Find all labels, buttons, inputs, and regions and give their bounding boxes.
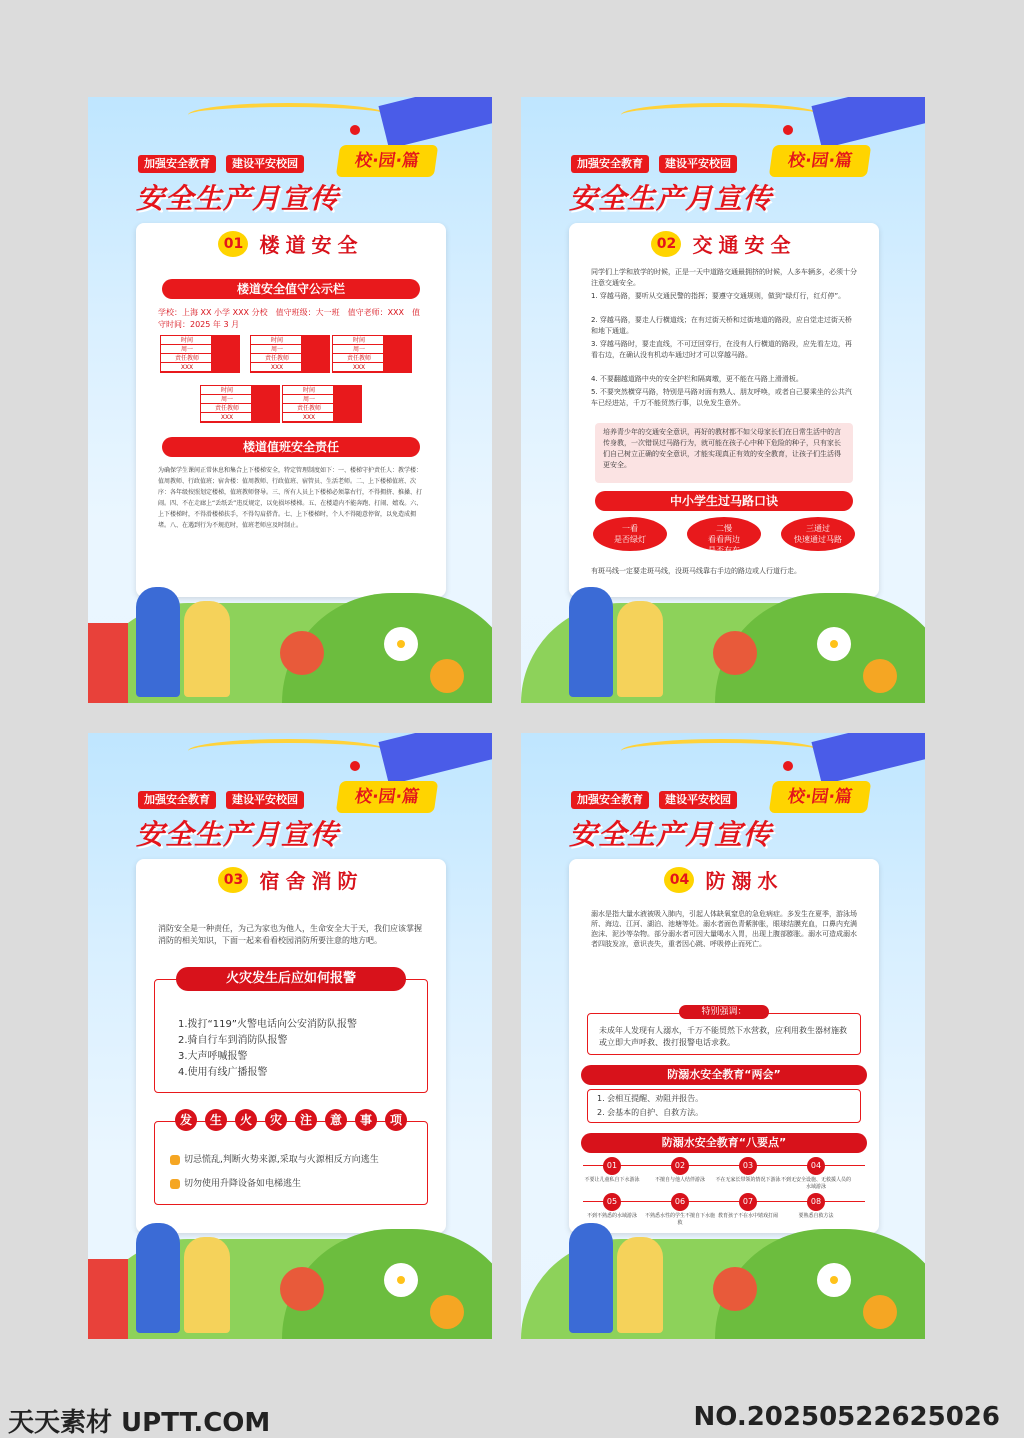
- duty-rules-text: 为确保学生课间正常休息和集合上下楼梯安全，特定管理制度如下：一、楼梯守护责任人：教学楼：值周教师、行政值班；宿舍楼：值周教师、行政值班、宿管员、生活老师。二、上下楼梯值班、次序：各年级按照划定楼梯，值班教师督导。三、所有人员上下楼梯必须靠右行，不得拥挤、推搡、打闹。四、不在走廊上“丢纸丢”违反规定，以免损坏楼梯。五、在楼道内不能奔跑、打闹、嬉戏。六、上下楼梯时，不得滑楼梯扶手，不得勾肩搭背。七、上下楼梯时，个人不得随意停留，以免造成拥堵。八、在遇到行为不规范时，值班老师应及时制止。: [158, 467, 423, 529]
- boy-illustration: [136, 587, 180, 697]
- section-number: 02: [651, 231, 681, 257]
- table-cell: XXX: [283, 413, 335, 422]
- table-cell: XXX: [333, 363, 385, 372]
- content-card: [569, 223, 879, 597]
- alarm-ribbon: 火灾发生后应如何报警: [176, 967, 406, 991]
- table-cell: 责任教师: [333, 354, 385, 363]
- tag-safe-campus: 建设平安校园: [226, 155, 304, 173]
- table-cell: 周一: [201, 395, 253, 404]
- table-cell: XXX: [251, 363, 303, 372]
- traffic-rule-3: 3. 穿越马路时，要走直线，不可迂回穿行，在没有人行横道的路段，应先看左边，再看右边，在确认没有机动车通过时才可以穿越马路。: [591, 340, 852, 359]
- dot-decoration: [350, 761, 360, 771]
- alarm-step-4: 4.使用有线广播报警: [178, 1067, 268, 1078]
- notice-char: 意: [325, 1109, 347, 1131]
- alarm-step-3: 3.大声呼喊报警: [178, 1051, 248, 1062]
- ruler-decoration: [811, 97, 925, 149]
- content-card: [136, 859, 446, 1233]
- table-cell: XXX: [161, 363, 213, 372]
- section-number: 04: [664, 867, 694, 893]
- campus-badge: 校·园·篇: [769, 145, 871, 177]
- parent-note-box: 培养青少年的交通安全意识，再好的教材都不如父母家长们在日常生活中的言传身教，一次错误过马路行为，就可能在孩子心中种下危险的种子，只有家长们自己树立正确的安全意识，才能实现真正有效的安全教育，让孩子们生活得更安全。: [595, 423, 853, 483]
- ruler-decoration: [378, 97, 492, 149]
- poster-title: 安全生产月宣传: [136, 182, 340, 215]
- section-number: 01: [218, 231, 248, 257]
- point-badge: 02: [671, 1157, 689, 1175]
- traffic-rule-1: 1. 穿越马路，要听从交通民警的指挥；要遵守交通规则，做到“绿灯行，红灯停”。: [591, 292, 846, 300]
- orange-icon: [430, 1295, 464, 1329]
- tag-safe-campus: 建设平安校园: [659, 791, 737, 809]
- alarm-step-2: 2.骑自行车到消防队报警: [178, 1035, 288, 1046]
- drowning-intro: 溺水是指大量水液被吸入肺内，引起人体缺氧窒息的急危病症。多发生在夏季，游泳场所、海边、江河、湖泊、池塘等处。溺水者面色青紫肿胀，眼球结膜充血，口鼻内充满泡沫、泥沙等杂物。部分溺水者可因大量喝水入胃，出现上腹部膨胀。溺水可造成溺水者四肢发凉，意识丧失，重者因心跳、呼吸停止而死亡。: [591, 910, 857, 948]
- crossing-rhyme-bar: 中小学生过马路口诀: [595, 491, 853, 511]
- poster-title: 安全生产月宣传: [569, 182, 773, 215]
- duty-board-bar: 楼道安全值守公示栏: [162, 279, 420, 299]
- apple-icon: [280, 1267, 324, 1311]
- duty-table: [282, 385, 362, 423]
- table-cell: 时间: [251, 336, 303, 345]
- girl-illustration: [617, 1237, 663, 1333]
- fire-intro: 消防安全是一种责任，为己为家也为他人，生命安全大于天，我们应该掌握消防的相关知识，下面一起来看看校园消防所要注意的地方吧。: [158, 924, 422, 945]
- point-text: 不熟悉水性的学生不擅自下水施救: [645, 1213, 716, 1226]
- flower-icon: [386, 1265, 416, 1295]
- duty-responsibility-bar: 楼道值班安全责任: [162, 437, 420, 457]
- campus-badge: 校·园·篇: [336, 145, 438, 177]
- table-cell: 周一: [161, 345, 213, 354]
- traffic-rule-4: 4. 不要翻越道路中央的安全护栏和隔离墩，更不能在马路上滑滑板。: [591, 375, 803, 383]
- point-text: 不擅自与他人结伴游泳: [654, 1177, 705, 1183]
- notice-char: 项: [385, 1109, 407, 1131]
- zebra-note: 有斑马线一定要走斑马线，没斑马线靠右手边的路边或人行道行走。: [591, 567, 801, 575]
- table-cell: 责任教师: [201, 404, 253, 413]
- table-cell: 时间: [161, 336, 213, 345]
- table-cell: 时间: [283, 386, 335, 395]
- section-header: [136, 229, 446, 261]
- table-cell: 时间: [333, 336, 385, 345]
- boy-illustration: [569, 587, 613, 697]
- wall-decoration: [88, 623, 128, 703]
- wave-decoration: [188, 103, 388, 127]
- duty-table: [250, 335, 330, 373]
- dot-decoration: [783, 125, 793, 135]
- girl-illustration: [617, 601, 663, 697]
- point-badge: 08: [807, 1193, 825, 1211]
- apple-icon: [713, 631, 757, 675]
- tag-safe-campus: 建设平安校园: [659, 155, 737, 173]
- apple-icon: [280, 631, 324, 675]
- skill-2: 2. 会基本的自护、自救方法。: [597, 1108, 704, 1117]
- notice-char: 发: [175, 1109, 197, 1131]
- point-badge: 07: [739, 1193, 757, 1211]
- table-cell: 责任教师: [251, 354, 303, 363]
- two-skills-bar: 防溺水安全教育“两会”: [581, 1065, 867, 1085]
- table-cell: 责任教师: [283, 404, 335, 413]
- notice-char: 火: [235, 1109, 257, 1131]
- campus-badge: 校·园·篇: [769, 781, 871, 813]
- section-title: 防溺水: [705, 869, 784, 893]
- point-badge: 03: [739, 1157, 757, 1175]
- special-text: 未成年人发现有人溺水，千万不能贸然下水营救，应利用救生器材施救或立即大声呼救、拨打报警电话求救。: [599, 1026, 847, 1047]
- point-badge: 01: [603, 1157, 621, 1175]
- flower-icon: [819, 1265, 849, 1295]
- section-header: [136, 865, 446, 897]
- skill-1: 1. 会相互提醒、劝阻并报告。: [597, 1094, 704, 1103]
- orange-icon: [430, 659, 464, 693]
- duty-info: 学校：上海 XX 小学 XXX 分校 值守班级：大一班 值守老师：XXX 值守时间：2025 年 3 月: [158, 308, 421, 329]
- duty-table: [200, 385, 280, 423]
- poster-title: 安全生产月宣传: [136, 818, 340, 851]
- poster-traffic-safety: [521, 97, 925, 703]
- eight-points-bar: 防溺水安全教育“八要点”: [581, 1133, 867, 1153]
- tag-safety-education: 加强安全教育: [571, 155, 649, 173]
- tag-safety-education: 加强安全教育: [571, 791, 649, 809]
- section-title: 楼道安全: [259, 233, 364, 257]
- section-header: [569, 865, 879, 897]
- girl-illustration: [184, 1237, 230, 1333]
- notice-char: 生: [205, 1109, 227, 1131]
- campus-badge: 校·园·篇: [336, 781, 438, 813]
- tag-safety-education: 加强安全教育: [138, 791, 216, 809]
- watermark-site: 天天素材 UPTT.COM: [8, 1408, 271, 1438]
- apple-icon: [713, 1267, 757, 1311]
- point-text: 不到不熟悉的水域游泳: [586, 1213, 637, 1219]
- ruler-decoration: [378, 733, 492, 785]
- rhyme-look: 一看 是否绿灯: [593, 517, 667, 551]
- table-cell: 责任教师: [161, 354, 213, 363]
- traffic-rule-2: 2. 穿越马路，要走人行横道线；在有过街天桥和过街地道的路段，应自觉走过街天桥和地下通道。: [591, 316, 852, 335]
- point-badge: 04: [807, 1157, 825, 1175]
- table-cell: XXX: [201, 413, 253, 422]
- dot-decoration: [350, 125, 360, 135]
- notice-title: [166, 1109, 416, 1131]
- wave-decoration: [621, 739, 821, 763]
- poster-drowning: [521, 733, 925, 1339]
- content-card: [136, 223, 446, 597]
- point-text: 要熟悉自救方法: [798, 1213, 834, 1219]
- point-text: 教育孩子不在水中嬉戏打闹: [717, 1213, 778, 1219]
- tag-safety-education: 加强安全教育: [138, 155, 216, 173]
- wave-decoration: [188, 739, 388, 763]
- section-title: 交通安全: [692, 233, 797, 257]
- duty-table: [332, 335, 412, 373]
- dot-decoration: [783, 761, 793, 771]
- poster-title: 安全生产月宣传: [569, 818, 773, 851]
- duty-table: [160, 335, 240, 373]
- girl-illustration: [184, 601, 230, 697]
- table-cell: 周一: [333, 345, 385, 354]
- wall-decoration: [88, 1259, 128, 1339]
- orange-icon: [863, 1295, 897, 1329]
- wave-decoration: [621, 103, 821, 127]
- traffic-intro: 同学们上学和放学的时候，正是一天中道路交通最拥挤的时候，人多车辆多，必须十分注意交通安全。: [591, 268, 857, 287]
- alarm-icon: [170, 1179, 180, 1189]
- poster-dorm-fire: [88, 733, 492, 1339]
- table-cell: 周一: [283, 395, 335, 404]
- notice-char: 灾: [265, 1109, 287, 1131]
- special-label: 特别强调：: [679, 1005, 769, 1019]
- section-title: 宿舍消防: [259, 869, 364, 893]
- orange-icon: [863, 659, 897, 693]
- poster-stairway-safety: [88, 97, 492, 703]
- notice-char: 事: [355, 1109, 377, 1131]
- fire-tip-2: 切勿使用升降设备如电梯逃生: [184, 1179, 302, 1189]
- rhyme-pills: [593, 517, 855, 557]
- alarm-step-1: 1.拨打“119”火警电话向公安消防队报警: [178, 1019, 357, 1030]
- alarm-icon: [170, 1155, 180, 1165]
- rhyme-slow: 二慢 看看两边 是否有车: [687, 517, 761, 551]
- fire-tip-1: 切忌慌乱,判断火势来源,采取与火源相反方向逃生: [184, 1155, 379, 1165]
- point-text: 不在无家长带领的情况下游泳: [715, 1177, 781, 1183]
- traffic-rule-5: 5. 不要突然横穿马路，特别是马路对面有熟人、朋友呼唤，或者自己要乘坐的公共汽车已经进站，千万不能贸然行事，以免发生意外。: [591, 388, 852, 407]
- boy-illustration: [569, 1223, 613, 1333]
- flower-icon: [819, 629, 849, 659]
- point-badge: 06: [671, 1193, 689, 1211]
- section-number: 03: [218, 867, 248, 893]
- boy-illustration: [136, 1223, 180, 1333]
- point-badge: 05: [603, 1193, 621, 1211]
- point-text: 不要让儿童私自下水游泳: [584, 1177, 640, 1183]
- notice-char: 注: [295, 1109, 317, 1131]
- ruler-decoration: [811, 733, 925, 785]
- rhyme-cross: 三通过 快速通过马路: [781, 517, 855, 551]
- flower-icon: [386, 629, 416, 659]
- point-text: 不到无安全设施、无救援人员的水域游泳: [781, 1177, 852, 1190]
- tag-safe-campus: 建设平安校园: [226, 791, 304, 809]
- content-card: [569, 859, 879, 1233]
- table-cell: 时间: [201, 386, 253, 395]
- table-cell: 周一: [251, 345, 303, 354]
- watermark-number: NO.20250522625026: [693, 1402, 1000, 1432]
- section-header: [569, 229, 879, 261]
